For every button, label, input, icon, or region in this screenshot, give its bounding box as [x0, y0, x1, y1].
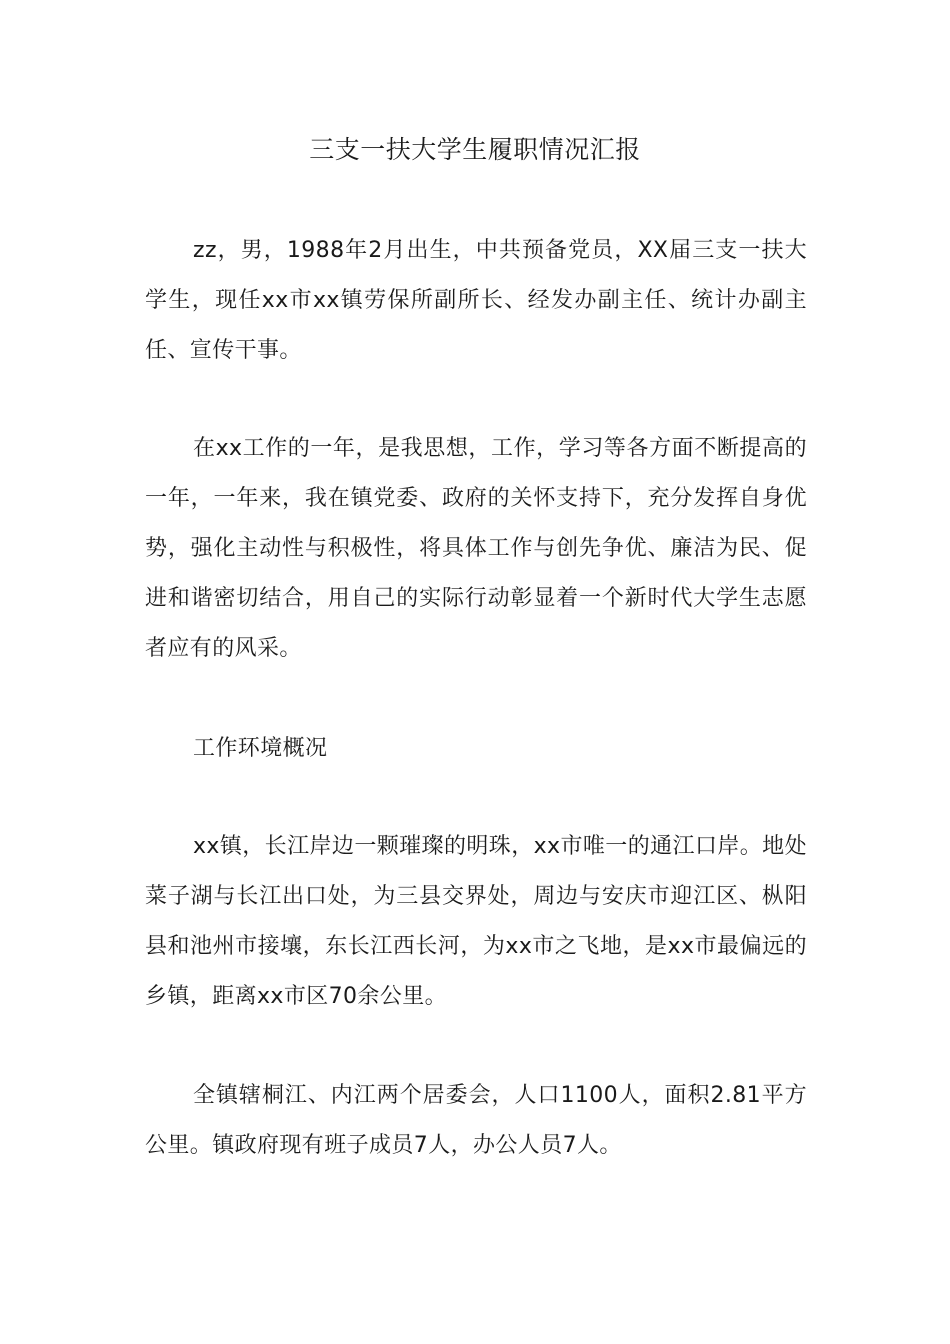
document-title: 三支一扶大学生履职情况汇报: [309, 135, 641, 164]
paragraph-town-statistics: 全镇辖桐江、内江两个居委会，人口1100人，面积2.81平方公里。镇政府现有班子成员7人，办公人员7人。: [145, 1083, 807, 1158]
paragraph-year-summary: 在xx工作的一年，是我思想，工作，学习等各方面不断提高的一年，一年来，我在镇党委、政府的关怀支持下，充分发挥自身优势，强化主动性与积极性，将具体工作与创先争优、廉洁为民、促进和谐密切结合，用自己的实际行动彰显着一个新时代大学生志愿者应有的风采。: [145, 436, 807, 661]
section-heading-work-environment: 工作环境概况: [193, 736, 328, 761]
paragraph-town-description: xx镇，长江岸边一颗璀璨的明珠，xx市唯一的通江口岸。地处菜子湖与长江出口处，为三县交界处，周边与安庆市迎江区、枞阳县和池州市接壤，东长江西长河，为xx市之飞地，是xx市最偏远的乡镇，距离xx市区70余公里。: [145, 834, 807, 1009]
paragraph-personal-info: zz，男，1988年2月出生，中共预备党员，XX届三支一扶大学生，现任xx市xx镇劳保所副所长、经发办副主任、统计办副主任、宣传干事。: [145, 238, 807, 363]
